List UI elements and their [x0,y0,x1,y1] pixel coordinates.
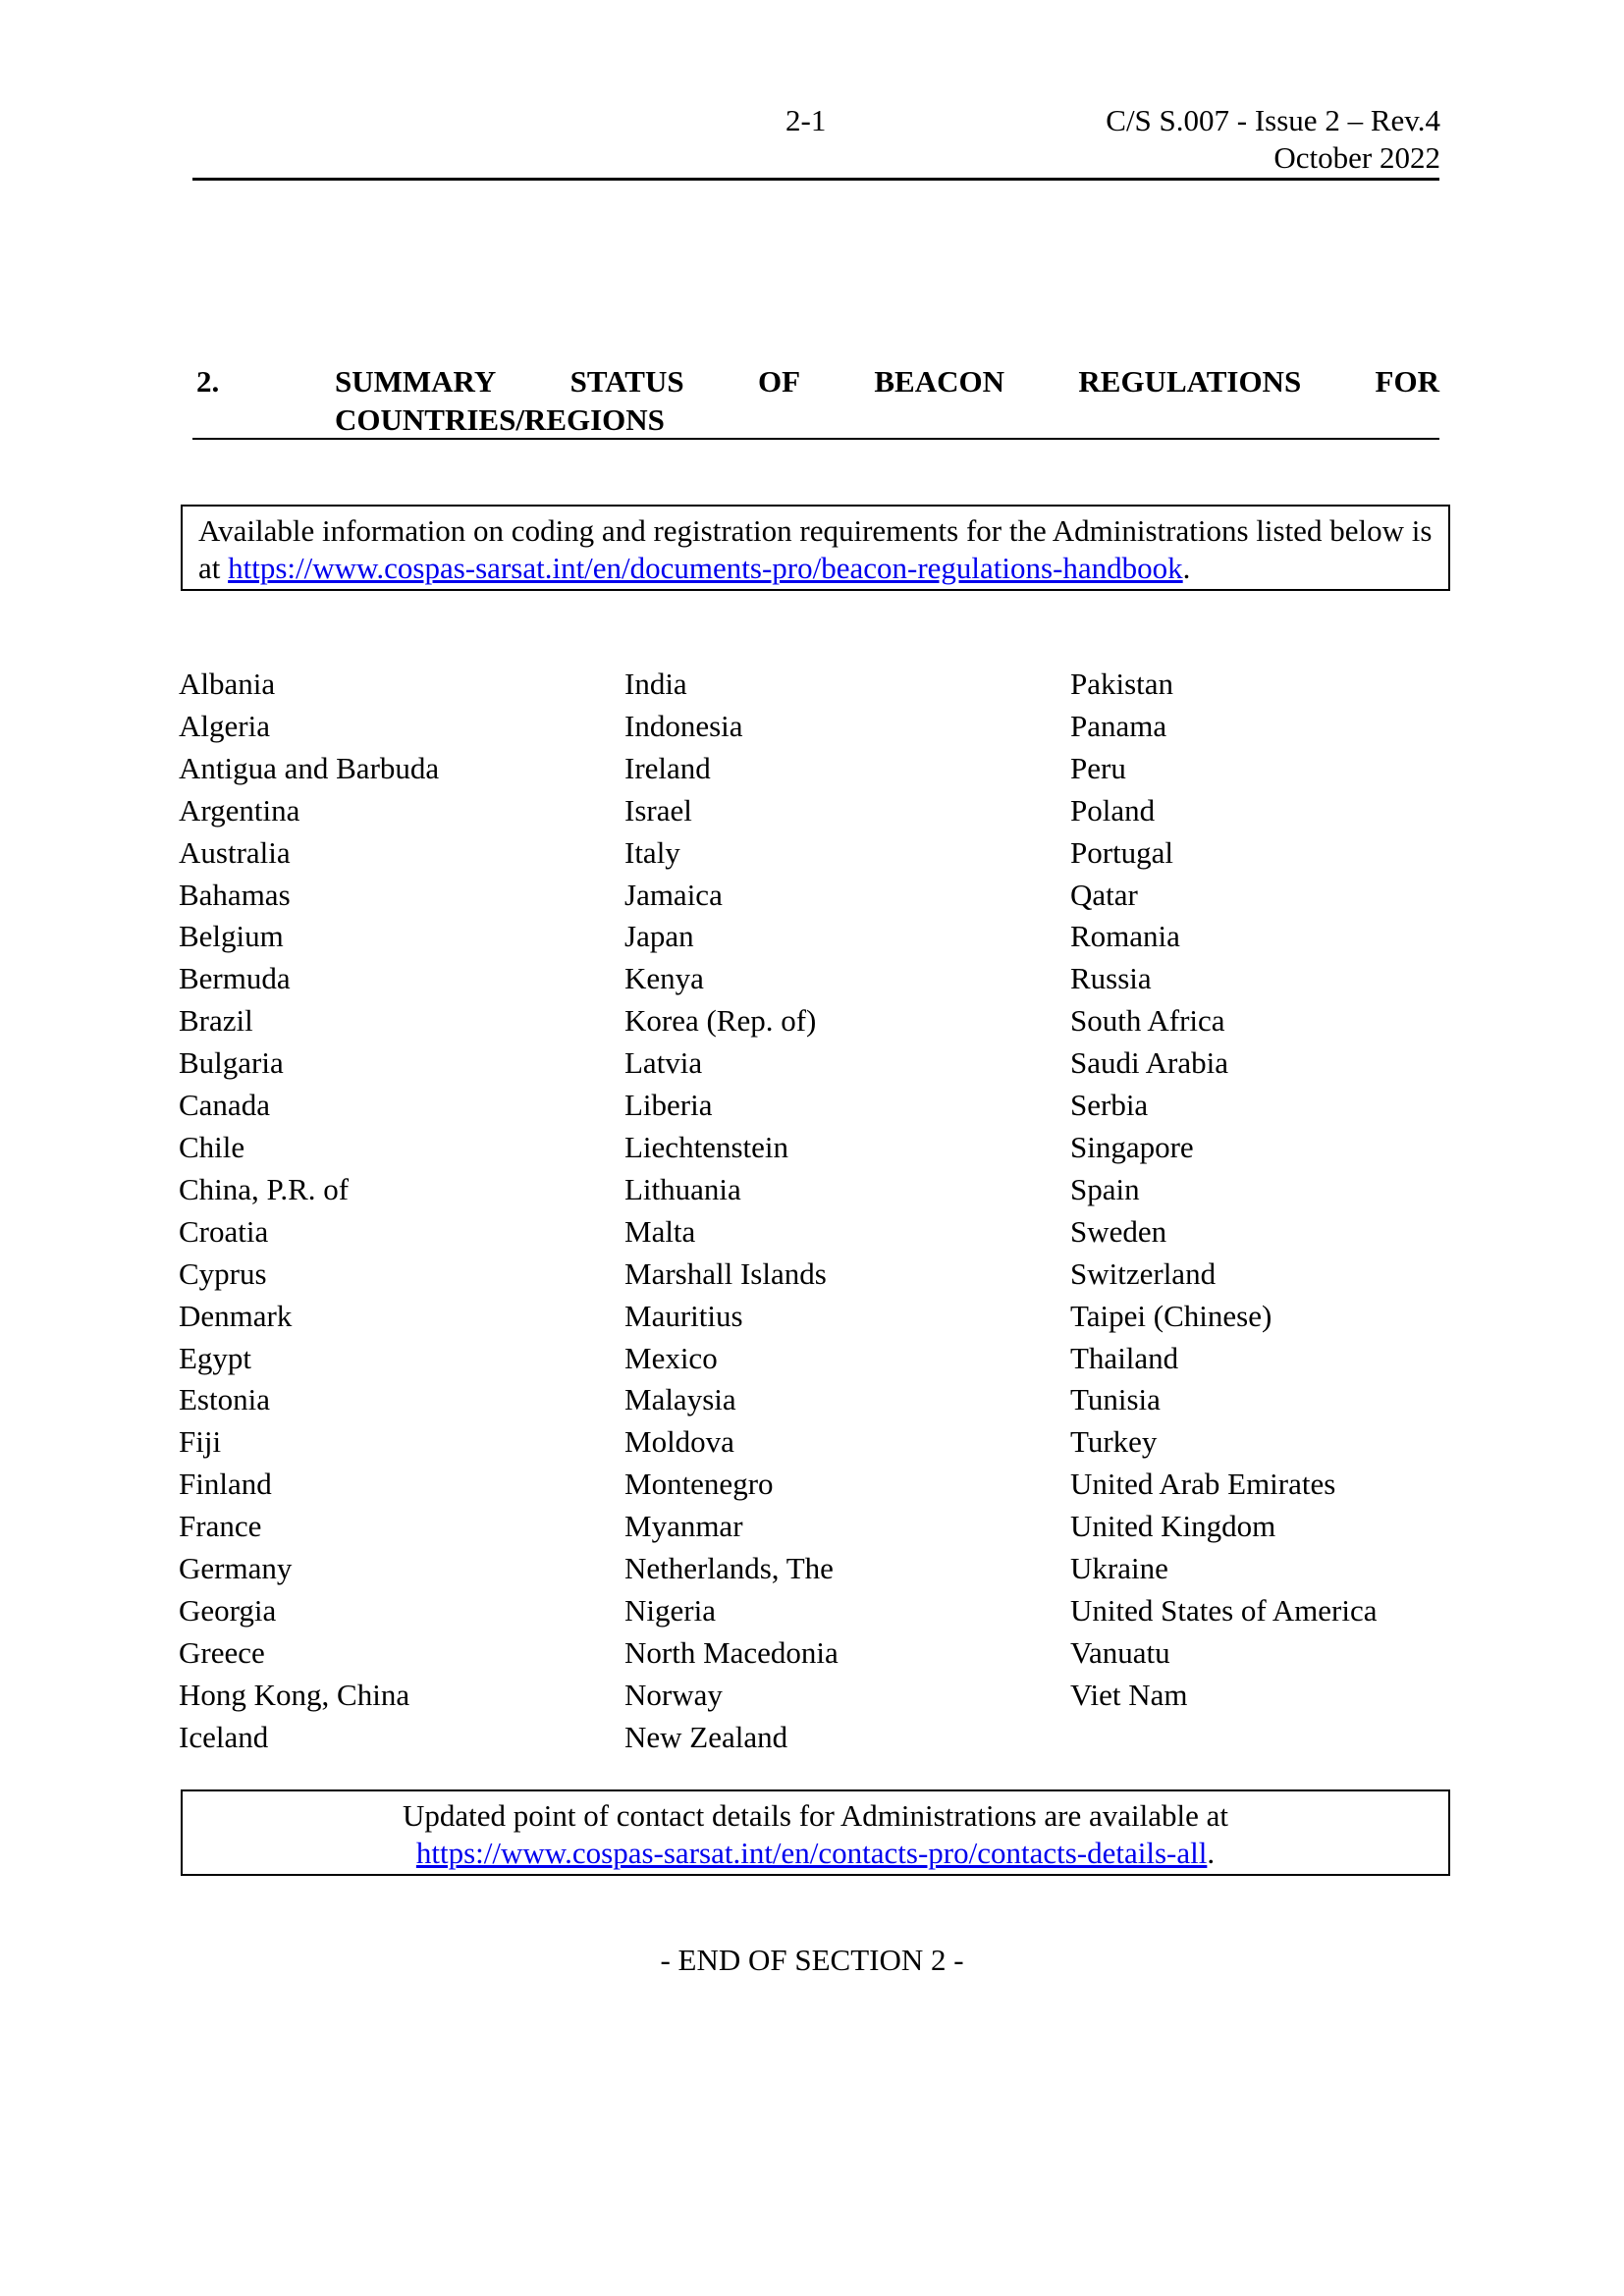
country-item: United Kingdom [1070,1509,1276,1544]
country-item: Indonesia [624,708,743,743]
country-item: Poland [1070,792,1156,828]
header-rule [192,178,1439,181]
country-item: Montenegro [624,1467,774,1502]
country-item: Japan [624,919,694,954]
country-item: Denmark [179,1298,293,1333]
country-item: Russia [1070,961,1152,996]
info-box-text: Available information on coding and registration requirements for the Administrations listed below is at [198,513,1433,585]
country-item: Chile [179,1129,245,1164]
country-item: Marshall Islands [624,1255,827,1291]
country-item: Argentina [179,792,300,828]
country-item: Egypt [179,1340,252,1375]
country-item: Bulgaria [179,1045,284,1081]
country-item: Hong Kong, China [179,1677,410,1712]
country-item: Liechtenstein [624,1129,788,1164]
document-date: October 2022 [1273,140,1440,175]
country-item: Moldova [624,1424,734,1460]
country-item: Georgia [179,1592,277,1628]
title-word: STATUS [569,364,684,399]
country-item: Panama [1070,708,1167,743]
contact-box-text: Updated point of contact details for Administrations are available at [402,1798,1229,1833]
section-title [335,362,1439,439]
country-item: South Africa [1070,1003,1225,1039]
country-item: Serbia [1070,1088,1149,1123]
country-item: Singapore [1070,1129,1194,1164]
country-item: Bahamas [179,877,291,912]
country-column-1 [179,664,601,1759]
country-item: Thailand [1070,1340,1179,1375]
country-item: Greece [179,1634,265,1670]
country-item: Germany [179,1551,293,1586]
section-title-line1 [335,362,1439,400]
country-item: China, P.R. of [179,1171,350,1206]
country-item: Viet Nam [1070,1677,1188,1712]
title-word: REGULATIONS [1078,364,1302,399]
document-reference [1106,102,1440,177]
section-title-line2: COUNTRIES/REGIONS [335,402,665,437]
contact-box-link-line [198,1835,1433,1872]
country-item: New Zealand [624,1719,788,1754]
section-number: 2. [196,364,220,399]
title-word: SUMMARY [335,364,497,399]
country-item: United States of America [1070,1592,1378,1628]
country-item: France [179,1509,262,1544]
country-item: India [624,667,687,701]
title-word: FOR [1375,364,1439,399]
country-item: Belgium [179,919,284,954]
country-item: Ireland [624,750,711,785]
country-item: Kenya [624,961,704,996]
info-box-period: . [1182,551,1191,585]
country-item: Australia [179,834,291,870]
end-of-section: - END OF SECTION 2 - [660,1943,964,1977]
country-column-2 [624,664,1047,1759]
country-item: Peru [1070,750,1126,785]
title-word: OF [757,364,801,399]
info-box [181,505,1450,591]
country-item: Mauritius [624,1298,743,1333]
country-item: Tunisia [1070,1382,1161,1417]
country-item: Norway [624,1677,723,1712]
document-id: C/S S.007 - Issue 2 – Rev.4 [1106,103,1440,137]
beacon-regulations-link[interactable]: https://www.cospas-sarsat.int/en/documents-pro/beacon-regulations-handbook [228,551,1183,585]
country-item: Romania [1070,919,1180,954]
country-item: Malta [624,1213,696,1249]
country-item: Croatia [179,1213,269,1249]
country-item: Finland [179,1467,272,1502]
country-item: Sweden [1070,1213,1167,1249]
country-item: Saudi Arabia [1070,1045,1228,1081]
country-item: Taipei (Chinese) [1070,1298,1272,1333]
country-item: Brazil [179,1003,253,1039]
contact-box [181,1789,1450,1876]
country-item: Algeria [179,708,270,743]
country-item: Nigeria [624,1592,716,1628]
country-column-3 [1070,664,1492,1717]
country-item: Canada [179,1088,270,1123]
country-item: Liberia [624,1088,713,1123]
country-item: Cyprus [179,1255,267,1291]
country-item: Turkey [1070,1424,1158,1460]
country-item: Spain [1070,1171,1140,1206]
country-item: Korea (Rep. of) [624,1003,817,1039]
country-item: Latvia [624,1045,703,1081]
country-item: Jamaica [624,877,723,912]
country-item: Albania [179,667,276,701]
country-item: Italy [624,834,680,870]
country-item: United Arab Emirates [1070,1467,1336,1502]
country-item: Fiji [179,1424,222,1460]
contacts-details-link[interactable]: https://www.cospas-sarsat.int/en/contacts-pro/contacts-details-all [415,1836,1208,1870]
country-item: Vanuatu [1070,1634,1170,1670]
page-number: 2-1 [785,103,827,137]
country-item: Iceland [179,1719,269,1754]
contact-box-period: . [1207,1836,1216,1870]
country-item: Lithuania [624,1171,741,1206]
country-item: Qatar [1070,877,1138,912]
country-item: Mexico [624,1340,718,1375]
country-item: Ukraine [1070,1551,1168,1586]
country-item: Netherlands, The [624,1551,834,1586]
country-item: North Macedonia [624,1634,839,1670]
country-item: Portugal [1070,834,1174,870]
country-item: Switzerland [1070,1255,1217,1291]
title-word: BEACON [874,364,1005,399]
section-rule [192,438,1439,440]
country-item: Bermuda [179,961,291,996]
country-item: Myanmar [624,1509,743,1544]
country-item: Israel [624,792,692,828]
country-item: Pakistan [1070,667,1174,701]
country-item: Malaysia [624,1382,736,1417]
country-item: Antigua and Barbuda [179,750,440,785]
country-item: Estonia [179,1382,270,1417]
